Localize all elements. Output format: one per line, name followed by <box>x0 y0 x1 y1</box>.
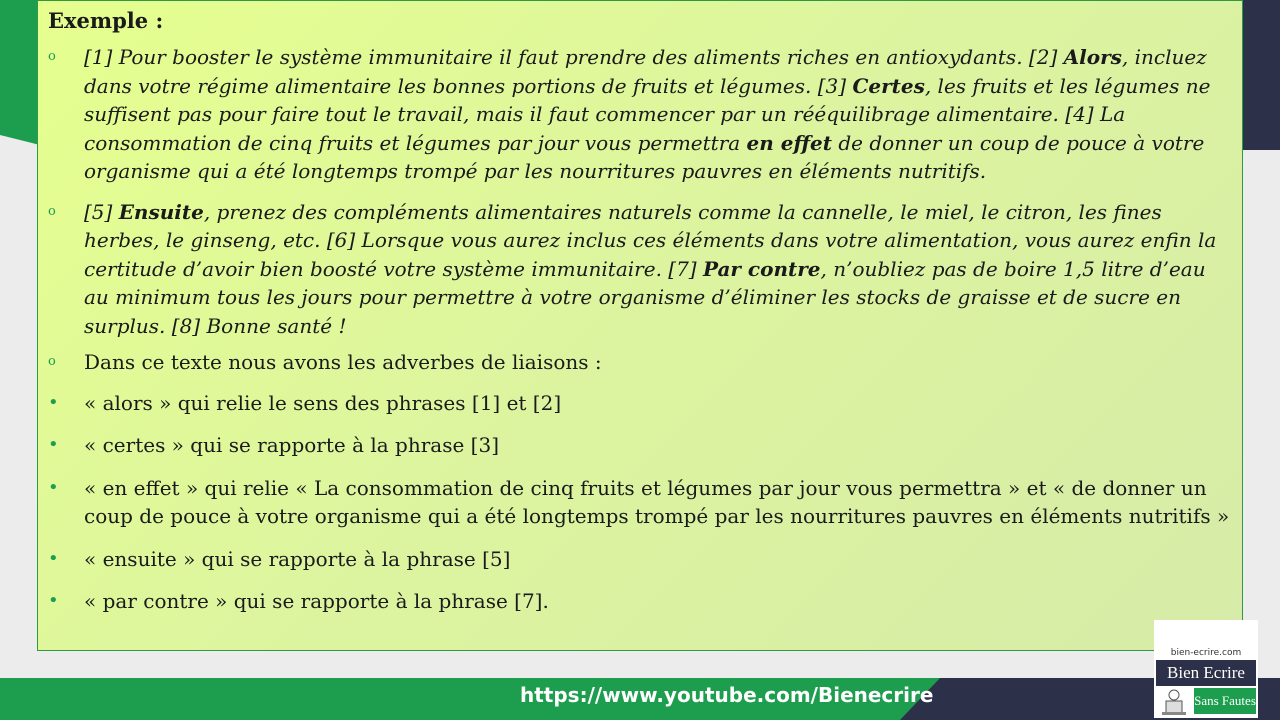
keyword-par-contre: Par contre <box>702 256 821 281</box>
bullet-item <box>48 431 1230 460</box>
paragraph-2-seg-4: , n’oubliez pas de boire 1,5 litre d’eau au minimum tous les jours pour permettre à votre organisme d’éliminer les stocks de graisse et de sucre en surplus. [8] Bonne santé ! <box>84 256 1206 338</box>
paragraph-2 <box>48 198 1230 341</box>
youtube-link[interactable]: https://www.youtube.com/Bienecrire <box>520 683 934 707</box>
circle-bullet-icon: o <box>48 203 56 219</box>
keyword-certes: Certes <box>852 73 925 98</box>
logo <box>1154 620 1258 718</box>
dot-bullet-icon: • <box>48 590 59 611</box>
logo-title: Bien Ecrire <box>1156 660 1256 686</box>
bullet-item <box>48 389 1230 418</box>
bullet-item <box>48 474 1230 531</box>
content-box <box>37 0 1243 651</box>
bullet-text: « en effet » qui relie « La consommation de cinq fruits et légumes par jour vous permettra » et « de donner un coup de pouce à votre organisme qui a été longtemps trompé par les nourritures pauvres en éléments nutritifs » <box>84 475 1230 528</box>
keyword-en-effet: en effet <box>746 130 833 155</box>
intro-text: Dans ce texte nous avons les adverbes de liaisons : <box>84 350 602 374</box>
dot-bullet-icon: • <box>48 547 59 569</box>
dot-bullet-icon: • <box>48 434 59 455</box>
bullet-item <box>48 545 1230 574</box>
dot-bullet-icon: • <box>48 391 59 413</box>
intro-line <box>48 348 1230 377</box>
example-heading: Exemple : <box>48 8 164 33</box>
bullet-text: « par contre » qui se rapporte à la phrase [7]. <box>84 589 549 613</box>
circle-bullet-icon: o <box>48 354 56 369</box>
bullet-text: « ensuite » qui se rapporte à la phrase [5] <box>84 546 511 571</box>
logo-site: bien-ecrire.com <box>1170 648 1242 658</box>
paragraph-1 <box>48 43 1230 186</box>
paragraph-2-seg-2: , prenez des compléments alimentaires naturels comme la cannelle, le miel, le citron, les fines herbes, le ginseng, etc. [6] Lorsque vous aurez inclus ces éléments dans votre alimentation, vous aurez enfin la certitude d’avoir bien boosté votre système immunitaire. [7] <box>84 199 1217 281</box>
paragraph-2-seg-0: [5] <box>84 199 119 224</box>
paragraph-1-seg-4: , les fruits et les légumes ne suffisent pas pour faire tout le travail, mais il faut commencer par un rééquilibrage alimentaire. [4] La consommation de cinq fruits et légumes par jour vous permettra <box>84 73 1211 155</box>
keyword-ensuite: Ensuite <box>118 199 204 224</box>
circle-bullet-icon: o <box>48 49 56 64</box>
dot-bullet-icon: • <box>48 476 59 498</box>
paragraph-1-seg-0: [1] Pour booster le système immunitaire il faut prendre des aliments riches en antioxydants. [2] <box>84 45 1064 69</box>
bullet-text: « certes » qui se rapporte à la phrase [3] <box>84 433 500 457</box>
paragraph-1-seg-6: de donner un coup de pouce à votre organisme qui a été longtemps trompé par les nourritures pauvres en éléments nutritifs. <box>84 130 1205 183</box>
bullet-item <box>48 587 1230 616</box>
logo-subtitle: Sans Fautes <box>1194 688 1256 714</box>
writer-figure-icon <box>1158 688 1190 716</box>
paragraph-1-seg-2: , incluez dans votre régime alimentaire les bonnes portions de fruits et légumes. [3] <box>84 45 1207 98</box>
bullet-text: « alors » qui relie le sens des phrases [1] et [2] <box>84 390 562 415</box>
keyword-alors: Alors <box>1063 45 1122 69</box>
